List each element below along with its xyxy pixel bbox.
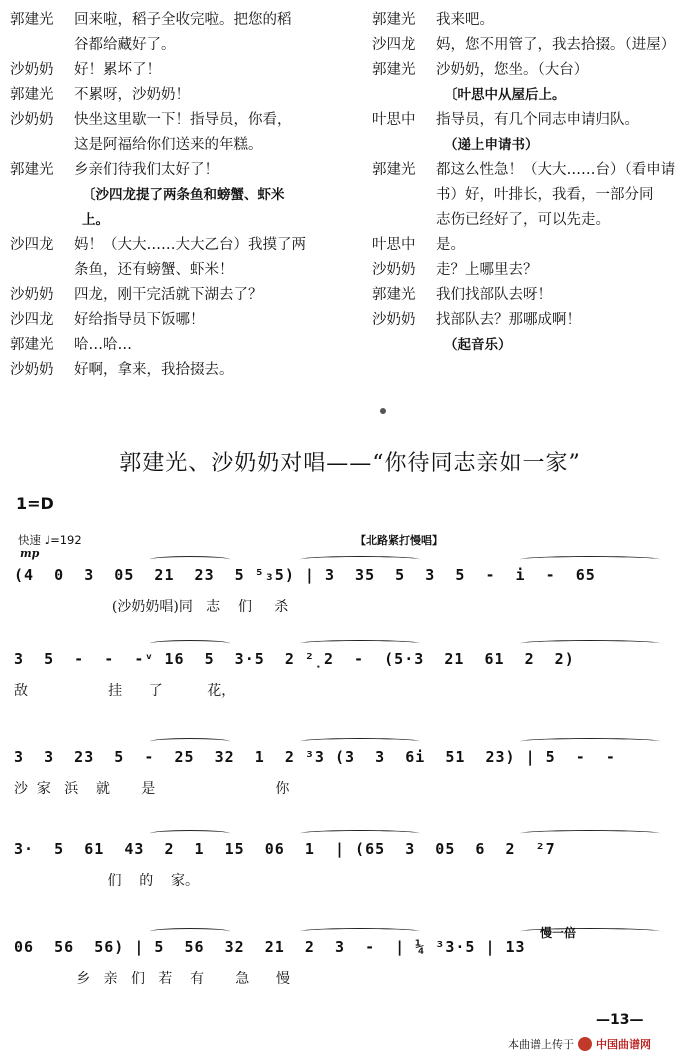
slur-mark bbox=[520, 640, 660, 647]
slur-mark bbox=[300, 556, 420, 563]
slur-mark bbox=[520, 830, 660, 837]
dialogue-line bbox=[10, 8, 350, 33]
song-title: 郭建光、沙奶奶对唱——“你待同志亲如一家” bbox=[119, 451, 581, 476]
performance-mark: 【北路紧打慢唱】 bbox=[355, 534, 443, 547]
speaker-name: 沙奶奶 bbox=[372, 312, 416, 328]
speaker-name bbox=[372, 333, 436, 358]
speaker-name: 沙四龙 bbox=[10, 237, 54, 253]
speaker-name: 郭建光 bbox=[372, 287, 416, 303]
dialogue-text: 条鱼，还有螃蟹、虾米！ bbox=[74, 262, 234, 278]
speaker-name bbox=[10, 258, 74, 283]
dialogue-text: 我来吧。 bbox=[436, 12, 494, 28]
dialogue-text: 沙奶奶，您坐。（大台） bbox=[436, 62, 589, 78]
speaker-name: 郭建光 bbox=[10, 87, 54, 103]
dialogue-text: 妈，您不用管了，我去拾掇。（进屋） bbox=[436, 37, 676, 53]
dialogue-line bbox=[10, 133, 350, 158]
dialogue-line bbox=[10, 308, 350, 333]
stage-direction: （递上申请书） bbox=[444, 137, 539, 153]
dialogue-line bbox=[10, 108, 350, 133]
speaker-name bbox=[10, 33, 74, 58]
dialogue-line bbox=[372, 58, 694, 83]
lyric-line: 乡 亲 们 若 有 急 慢 bbox=[14, 971, 291, 987]
speaker-name: 郭建光 bbox=[10, 337, 54, 353]
dialogue-text: 快坐这里歇一下！指导员，你看， bbox=[74, 112, 292, 128]
speaker-name bbox=[372, 83, 436, 108]
dialogue-line bbox=[372, 258, 694, 283]
dialogue-text: 四龙，刚干完活就下湖去了？ bbox=[74, 287, 263, 303]
key-signature: 1=D bbox=[16, 494, 54, 513]
dialogue-text: 我们找部队去呀！ bbox=[436, 287, 552, 303]
dialogue-line bbox=[10, 58, 350, 83]
slur-mark bbox=[300, 928, 420, 935]
stage-direction: 〔叶思中从屋后上。 bbox=[444, 87, 566, 103]
speaker-name: 叶思中 bbox=[372, 112, 416, 128]
dialogue-text: 找部队去？那哪成啊！ bbox=[436, 312, 581, 328]
speaker-name: 郭建光 bbox=[372, 62, 416, 78]
footer bbox=[508, 1036, 651, 1052]
speaker-name: 郭建光 bbox=[372, 12, 416, 28]
dialogue-line bbox=[10, 233, 350, 258]
dialogue-text: 走？上哪里去？ bbox=[436, 262, 538, 278]
lyric-line: 们 的 家。 bbox=[14, 873, 200, 889]
notation-line: 3 3 23 5 - 25 32 1 2 ³3 (3 3 6i 51 23) | 5 - - bbox=[14, 748, 616, 766]
speaker-name bbox=[372, 183, 436, 208]
dialogue-line bbox=[10, 258, 350, 283]
dialogue-text: 是。 bbox=[436, 237, 465, 253]
stage-direction: （起音乐） bbox=[444, 337, 512, 353]
dialogue-line bbox=[372, 108, 694, 133]
dialogue-line bbox=[10, 158, 350, 183]
slur-mark bbox=[520, 556, 660, 563]
speaker-name bbox=[372, 133, 436, 158]
notation-line: 06 56 56) | 5 56 32 21 2 3 - | ¼ ³3·5 | 13 bbox=[14, 938, 526, 956]
speaker-name: 郭建光 bbox=[10, 162, 54, 178]
dialogue-text: 乡亲们待我们太好了！ bbox=[74, 162, 219, 178]
speaker-name: 沙奶奶 bbox=[10, 62, 54, 78]
dialogue-line bbox=[10, 33, 350, 58]
slur-mark bbox=[520, 738, 660, 745]
page-number: —13— bbox=[596, 1012, 644, 1028]
site-logo-icon bbox=[578, 1037, 592, 1051]
notation-line: 3 5 - - -ᵛ 16 5 3·5 2 ²̣2 - (5·3 21 61 2 2) bbox=[14, 650, 575, 668]
dialogue-right bbox=[372, 8, 694, 358]
dynamic-mark: mp bbox=[20, 547, 40, 560]
slur-mark bbox=[150, 830, 230, 837]
speaker-name: 郭建光 bbox=[10, 12, 54, 28]
speaker-name: 叶思中 bbox=[372, 237, 416, 253]
tempo-mark: 快速 ♩=192 bbox=[18, 533, 82, 547]
dialogue-line bbox=[372, 183, 694, 208]
footer-site: 中国曲谱网 bbox=[596, 1038, 651, 1051]
slur-mark bbox=[300, 640, 420, 647]
dialogue-text: 谷都给藏好了。 bbox=[74, 37, 176, 53]
footer-text: 本曲谱上传于 bbox=[508, 1038, 574, 1051]
slur-mark bbox=[150, 928, 230, 935]
notation-line: (4 0 3 05 21 23 5 ⁵₃5) | 3 35 5 3 5 - i - 65 bbox=[14, 566, 596, 584]
dialogue-line bbox=[10, 358, 350, 383]
dialogue-text: 不累呀，沙奶奶！ bbox=[74, 87, 190, 103]
dialogue-text: 好啊，拿来，我拾掇去。 bbox=[74, 362, 234, 378]
dialogue-line bbox=[10, 183, 350, 208]
slur-mark bbox=[300, 738, 420, 745]
dialogue-line bbox=[10, 208, 350, 233]
dialogue-line bbox=[372, 158, 694, 183]
dialogue-line bbox=[372, 8, 694, 33]
stage-direction: 上。 bbox=[82, 212, 109, 228]
dialogue-text: 这是阿福给你们送来的年糕。 bbox=[74, 137, 263, 153]
dialogue-line bbox=[10, 83, 350, 108]
dialogue-text: 回来啦，稻子全收完啦。把您的稻 bbox=[74, 12, 292, 28]
speaker-name: 沙奶奶 bbox=[372, 262, 416, 278]
speaker-name: 沙四龙 bbox=[372, 37, 416, 53]
dialogue-left bbox=[10, 8, 350, 383]
lyric-line: 沙 家 浜 就 是 你 bbox=[14, 781, 290, 797]
dialogue-line bbox=[372, 308, 694, 333]
slur-mark bbox=[150, 556, 230, 563]
dialogue-text: 哈…哈… bbox=[74, 337, 132, 353]
notation-line: 3· 5 61 43 2 1 15 06 1 | (65 3 05 6 2 ²7 bbox=[14, 840, 556, 858]
speaker-name bbox=[10, 133, 74, 158]
dialogue-line bbox=[372, 133, 694, 158]
speaker-name bbox=[10, 208, 74, 233]
dialogue-text: 好！累坏了！ bbox=[74, 62, 161, 78]
scan-speck bbox=[380, 408, 386, 414]
dialogue-text: 都这么性急！（大大……台）（看申请 bbox=[436, 162, 676, 178]
dialogue-text: 书）好，叶排长，我看，一部分同 bbox=[436, 187, 654, 203]
speaker-name: 沙奶奶 bbox=[10, 287, 54, 303]
dialogue-line bbox=[372, 208, 694, 233]
slur-mark bbox=[300, 830, 420, 837]
dialogue-text: 指导员，有几个同志申请归队。 bbox=[436, 112, 639, 128]
dialogue-line bbox=[372, 33, 694, 58]
tempo-change-mark: 慢一倍 bbox=[540, 926, 577, 940]
dialogue-text: 妈！（大大……大大乙台）我摸了两 bbox=[74, 237, 306, 253]
slur-mark bbox=[150, 738, 230, 745]
stage-direction: 〔沙四龙提了两条鱼和螃蟹、虾米 bbox=[82, 187, 285, 203]
dialogue-line bbox=[372, 83, 694, 108]
dialogue-text: 志伤已经好了，可以先走。 bbox=[436, 212, 610, 228]
dialogue-line bbox=[10, 283, 350, 308]
speaker-name bbox=[372, 208, 436, 233]
speaker-name: 沙奶奶 bbox=[10, 362, 54, 378]
lyric-line: 敌 挂 了 花， bbox=[14, 683, 236, 699]
slur-mark bbox=[150, 640, 230, 647]
speaker-name bbox=[10, 183, 74, 208]
dialogue-line bbox=[372, 283, 694, 308]
speaker-name: 郭建光 bbox=[372, 162, 416, 178]
dialogue-text: 好给指导员下饭哪！ bbox=[74, 312, 205, 328]
speaker-name: 沙奶奶 bbox=[10, 112, 54, 128]
speaker-name: 沙四龙 bbox=[10, 312, 54, 328]
dialogue-line bbox=[372, 233, 694, 258]
dialogue-line bbox=[372, 333, 694, 358]
dialogue-line bbox=[10, 333, 350, 358]
lyric-line: (沙奶奶唱)同 志 们 杀 bbox=[14, 599, 289, 615]
